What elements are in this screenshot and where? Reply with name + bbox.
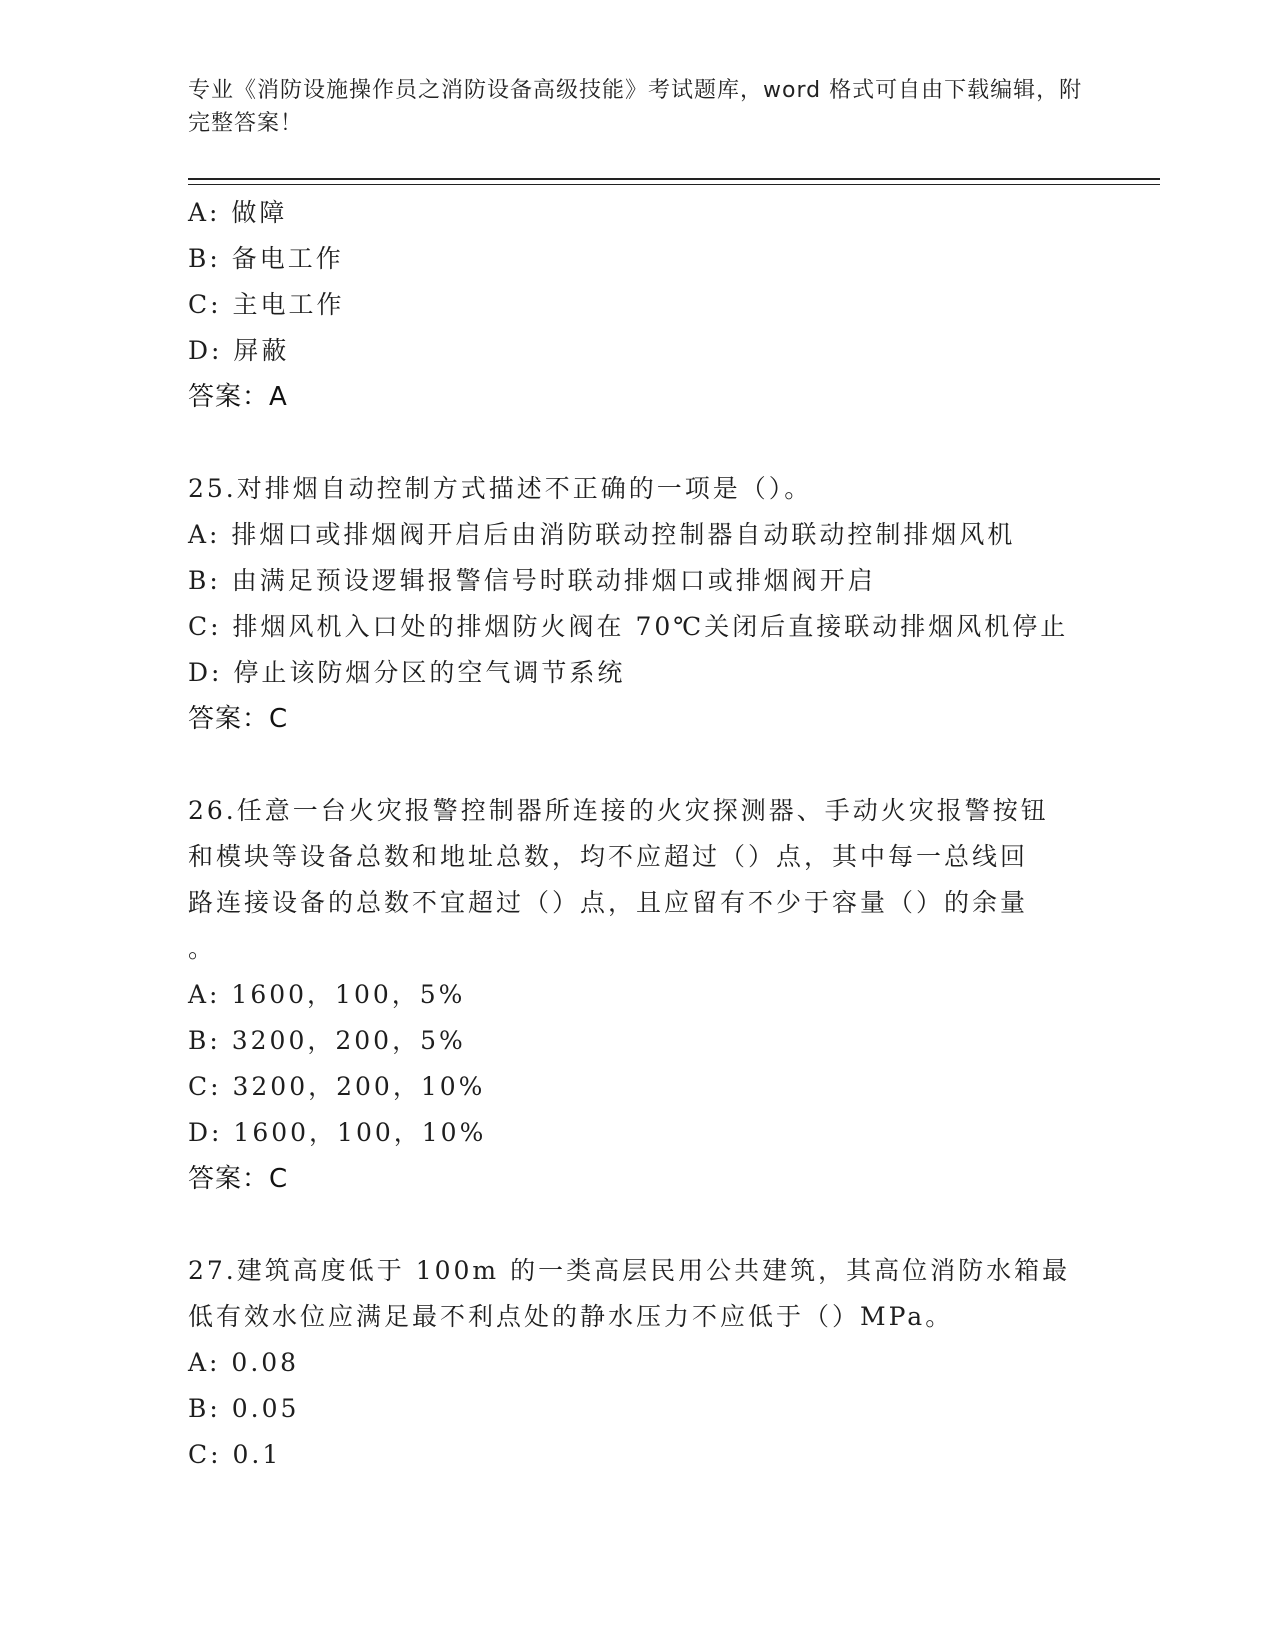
option-d: D: 停止该防烟分区的空气调节系统	[188, 658, 626, 687]
spacer	[188, 1202, 1138, 1248]
question-27	[188, 1248, 1138, 1478]
answer: 答案：C	[188, 1164, 289, 1194]
question-text-line: 低有效水位应满足最不利点处的静水压力不应低于（）MPa。	[188, 1302, 954, 1331]
option-a: A: 排烟口或排烟阀开启后由消防联动控制器自动联动控制排烟风机	[188, 520, 1016, 549]
page-header: 专业《消防设施操作员之消防设备高级技能》考试题库，word 格式可自由下载编辑，附完整答案！	[188, 78, 1083, 136]
option-a: A: 0.08	[188, 1348, 300, 1377]
question-text-line: 。	[188, 934, 217, 963]
question-25	[188, 466, 1138, 742]
question-text-line: 26.任意一台火灾报警控制器所连接的火灾探测器、手动火灾报警按钮	[188, 796, 1049, 825]
question-26	[188, 788, 1138, 1202]
spacer	[188, 420, 1138, 466]
header-divider-thick	[188, 178, 1160, 180]
option-d: D: 1600，100，10%	[188, 1118, 487, 1147]
option-b: B: 3200，200，5%	[188, 1026, 466, 1055]
question-text-line: 和模块等设备总数和地址总数，均不应超过（）点，其中每一总线回	[188, 842, 1029, 871]
option-c: C: 主电工作	[188, 290, 345, 319]
option-c: C: 排烟风机入口处的排烟防火阀在 70℃关闭后直接联动排烟风机停止	[188, 612, 1069, 641]
question-text-line: 27.建筑高度低于 100m 的一类高层民用公共建筑，其高位消防水箱最	[188, 1256, 1071, 1285]
option-c: C: 0.1	[188, 1440, 282, 1469]
question-24	[188, 190, 1138, 420]
answer: 答案：C	[188, 704, 289, 734]
option-c: C: 3200，200，10%	[188, 1072, 486, 1101]
option-d: D: 屏蔽	[188, 336, 290, 365]
option-b: B: 备电工作	[188, 244, 344, 273]
question-text-line: 路连接设备的总数不宜超过（）点，且应留有不少于容量（）的余量	[188, 888, 1029, 917]
question-list	[188, 190, 1138, 1478]
question-text: 25.对排烟自动控制方式描述不正确的一项是（）。	[188, 474, 813, 503]
header-divider-thin	[188, 184, 1160, 185]
option-a: A: 做障	[188, 198, 288, 227]
option-a: A: 1600，100，5%	[188, 980, 466, 1009]
option-b: B: 由满足预设逻辑报警信号时联动排烟口或排烟阀开启	[188, 566, 876, 595]
option-b: B: 0.05	[188, 1394, 300, 1423]
spacer	[188, 742, 1138, 788]
answer: 答案：A	[188, 382, 288, 412]
